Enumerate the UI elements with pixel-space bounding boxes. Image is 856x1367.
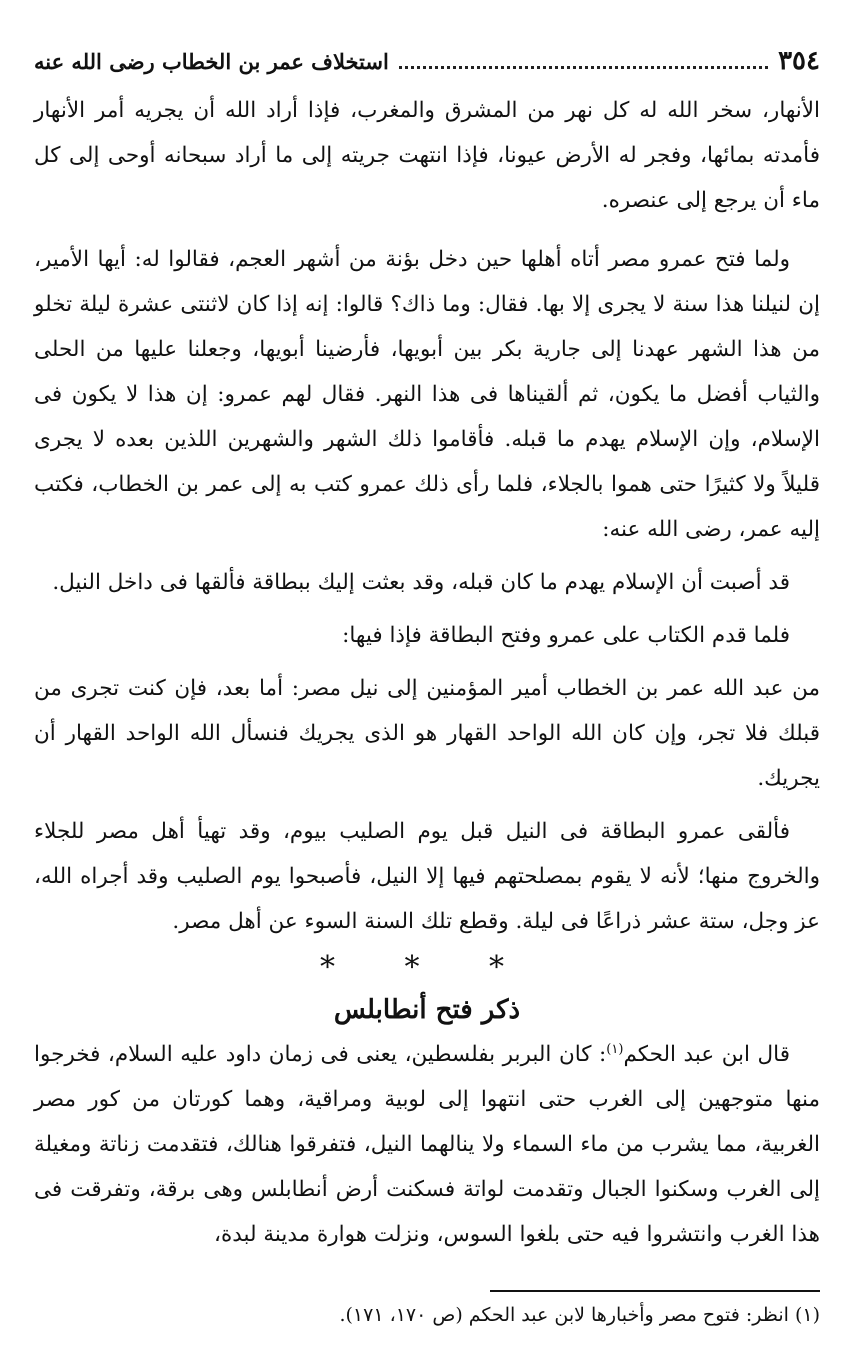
leader-dots [399, 54, 768, 69]
paragraph-1: الأنهار، سخر الله له كل نهر من المشرق والمغرب، فإذا أراد الله أن يجريه أمر الأنهار فأمدته بمائها، وفجر له الأرض عيونا، فإذا انتهت جريته إلى ما أراد سبحانه أوحى إلى كل ماء أن يرجع إلى عنصره. [34, 98, 820, 213]
footnote-divider [490, 1290, 820, 1292]
footnote: (١) انظر: فتوح مصر وأخبارها لابن عبد الحكم (ص ١٧٠، ١٧١). [339, 1304, 820, 1326]
paragraph-3-letter-reply: قد أصبت أن الإسلام يهدم ما كان قبله، وقد بعثت إليك ببطاقة فألقها فى داخل النيل. [52, 570, 790, 595]
running-title: استخلاف عمر بن الخطاب رضى الله عنه [34, 48, 389, 74]
footnote-ref[interactable]: (١) [606, 1041, 624, 1057]
running-head [34, 40, 820, 82]
section-paragraph-start: قال ابن عبد الحكم [623, 1042, 790, 1067]
body-text [34, 88, 820, 1257]
section-paragraph [34, 1032, 820, 1257]
section-paragraph-rest: : كان البربر بفلسطين، يعنى فى زمان داود عليه السلام، فخرجوا منها متوجهين إلى الغرب حتى انتهوا إلى لوبية ومراقية، وهما كورتان من كور مصر الغربية، مما يشرب من ماء السماء ولا ينالهما النيل، فتفرقوا هنالك، فتقدمت زناتة ومغيلة إلى الغرب وسكنوا الجبال وتقدمت لواتة فسكنت أرض أنطابلس وهى برقة، وتفرقت فى هذا الغرب وانتشروا فيه حتى بلغوا السوس، ونزلت هوارة مدينة لبدة، [34, 1042, 820, 1247]
paragraph-4: فلما قدم الكتاب على عمرو وفتح البطاقة فإذا فيها: [342, 623, 790, 648]
paragraph-5-letter-to-nile: من عبد الله عمر بن الخطاب أمير المؤمنين إلى نيل مصر: أما بعد، فإن كنت تجرى من قبلك فلا تجر، وإن كان الله الواحد القهار هو الذى يجريك فنسأل الله الواحد القهار أن يجريك. [34, 676, 820, 791]
paragraph-2: ولما فتح عمرو مصر أتاه أهلها حين دخل بؤنة من أشهر العجم، فقالوا له: أيها الأمير، إن لنيلنا هذا سنة لا يجرى إلا بها. فقال: وما ذاك؟ قالوا: إنه إذا كان لاثنتى عشرة ليلة تخلو من هذا الشهر عهدنا إلى جارية بكر بين أبويها، فأرضينا أبويها، وجعلنا عليها من الحلى والثياب أفضل ما يكون، ثم ألقيناها فى هذا النهر. فقال لهم عمرو: إن هذا لا يكون فى الإسلام، وإن الإسلام يهدم ما قبله. فأقاموا ذلك الشهر والشهرين اللذين بعده لا يجرى قليلاً ولا كثيرًا حتى هموا بالجلاء، فلما رأى ذلك عمرو كتب به إلى عمر بن الخطاب، فكتب إليه عمر، رضى الله عنه: [34, 247, 820, 542]
section-title: ذكر فتح أنطابلس [333, 995, 521, 1025]
section-separator: * * * [319, 950, 535, 985]
paragraph-6: فألقى عمرو البطاقة فى النيل قبل يوم الصليب بيوم، وقد تهيأ أهل مصر للجلاء والخروج منها؛ لأنه لا يقوم بمصلحتهم فيها إلا النيل، فأصبحوا يوم الصليب وقد أجراه الله، عز وجل، ستة عشر ذراعًا فى ليلة. وقطع تلك السنة السوء عن أهل مصر. [34, 819, 820, 934]
page-number: ٣٥٤ [778, 46, 820, 76]
